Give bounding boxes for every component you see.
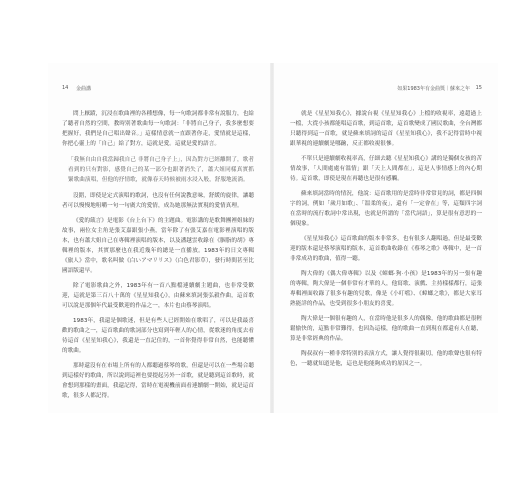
paragraph: 陶大偉的《偶大偉專輯》以及《蟑螂·狗·小孩》是1983年的另一張有趣的專輯，陶大偉是一個非常有才華的人，他寫歌、演戲、主持樣樣都行，這張專輯裡面收錄了很多有趣的兒歌，像是《小叮噹》、《蟑螂之歌》，都是大家耳熟能詳的作品，也受到很多小朋友的喜愛。 bbox=[290, 271, 482, 307]
running-title: 金曲講 bbox=[76, 86, 92, 92]
paragraph: 除了電影歌曲之外，1983年有一首八點檔連續劇主題曲，也非常受歡迎，這就是第三百八十萬的《星星知我心》，由蘇來填詞張弘毅作曲，這首歌可以說是那個年代最受歡迎的作品之一，本片也由蔡琴演唱。 bbox=[62, 283, 254, 309]
book-gutter bbox=[270, 63, 274, 413]
page-header bbox=[62, 85, 254, 93]
left-page bbox=[48, 63, 268, 413]
page-header bbox=[290, 85, 482, 93]
paragraph: 《愛的箴言》是電影《台上台下》的主題曲。電影講的是歌舞團裡姐妹的故事，兩位女主角是張艾嘉跟張小燕，當年除了有張艾嘉在電影裡演唱的版本，也有蕭大姐自己在專輯裡演唱的版本，以及潘越雲收錄在《胭脂的胡》專輯裡的版本，其實那麼也在我近幾年的總是一直播放。1983年的日文專輯《旅人》當中，歌名叫做《白いアマリリス》（白色君影草），發行時間甚至比國語版還早。 bbox=[62, 218, 254, 274]
paragraph: 問上厭蹟，沉浸在歌曲裡的各種想像，每一句歌詞都非常有說服力，也給了聽者自然的空間，教時別著歌曲每一句歌詞：「非將自己身子，我多麼想要把握好，我們是自己唱出聲音。」這樣情意就一直跟著你走，愛情就是這樣，你把心靈上的「自己」給了對方，這就是愛。這就是愛的語言。 bbox=[62, 111, 254, 147]
paragraph: 那時還沒有在市場上所有的人都聽過蔡琴的歌，但還是可以在一些場合聽到這樣好的歌曲，所以說到這裡也要提起另外一首歌，就是聽到這首歌時，就會想到那樣的畫面，我還記得，當時在電視機前面看連續劇一開始，就是這首歌，很多人都記得。 bbox=[62, 363, 254, 399]
right-page bbox=[276, 63, 496, 413]
page-number: 15 bbox=[475, 85, 482, 91]
running-title: 如果1983年有金曲獎｜蘇來之年 bbox=[397, 86, 470, 92]
paragraph: 陶叔叔有一種非常特別的表演方式，讓人覺得很親切，他的歌聲也很有特色，一聽就知道是他，這也是他能夠成功的原因之一。 bbox=[290, 351, 482, 367]
page-body bbox=[62, 109, 254, 406]
paragraph: 1983年，我還是個歌迷，但是有些人已經開始在歌唱了，可以是我最喜歡的歌曲之一，這首歌曲的歌詞部分也寫到年輕人的心情，從歌迷的角度去看待這首《星星知我心》，我還是一直記住的，一首你覺得非常自然，也能聽懂的歌曲。 bbox=[62, 318, 254, 354]
paragraph: 就是《星星知我心》，據說台視《星星知我心》上檔的收視率，遠超過上一檔，大從小孩都能唱這首歌，到這首歌，這首歌變成了國民歌曲，全台灣都只聽得到這一首歌，就是蘇來填詞的這首《星星知我心》，我不記得當時中視跟華視的連續劇是哪齣，反正都收視很慘。 bbox=[290, 111, 482, 147]
page-number: 14 bbox=[62, 85, 69, 91]
page-body bbox=[290, 109, 482, 374]
paragraph: 蘇來填詞當時的情況，他說：這首歌用的是當時非常常見的詞，都是四個字的詞，例如「歲月如歌」、「溫柔的夜」，還有「一定會在」等，這類四字詞在當時的流行歌詞中常出現，也就是所謂的「當代詞語」，算是很有意思的一個現象。 bbox=[290, 191, 482, 227]
paragraph: 《星星知我心》這首歌曲的版本非常多，也有很多人翻唱過，但是最受歡迎的版本還是蔡琴演唱的版本，這首歌曲收錄在《蔡琴之歌》專輯中，是一首非常成功的歌曲，值得一聽。 bbox=[290, 236, 482, 262]
paragraph: 陶大偉是一個很有趣的人，在當時他是很多人的偶像，他的歌曲都是很輕鬆愉快的，這點非常難得，也因為這樣，他的歌曲一直到現在都還有人在聽，算是非常經典的作品。 bbox=[290, 316, 482, 342]
paragraph: 不單只是連續劇收視率高，仔細去聽《星星知我心》講的是獨個女孩的苦情故事，「人間處處有溫情」跟「天上人間都在」，這是人事情感上的內心期待。這首歌，即使是現在再聽也是很有感觸。 bbox=[290, 156, 482, 182]
quote-paragraph: 「我無自由自我當歸我自己 非將自己身子上」，因為對方已經離開了，歌者看到的只有對影，感覺自己的某一部分也跟著消失了，蕭大姐同樣真實抓緊歌曲演唱，但他的抒情歌，就像春天時候被雨水浸入般，舒服地流淌。 bbox=[68, 157, 254, 183]
book-spread bbox=[48, 63, 498, 413]
paragraph: 沒錯，即使是定式演唱的歌詞，也沒有任何說教意味，舒緩的旋律，讓聽者可以慢慢地咀嚼一句一句廣大的愛情，成為她那無法實現的愛情真理。 bbox=[62, 193, 254, 209]
